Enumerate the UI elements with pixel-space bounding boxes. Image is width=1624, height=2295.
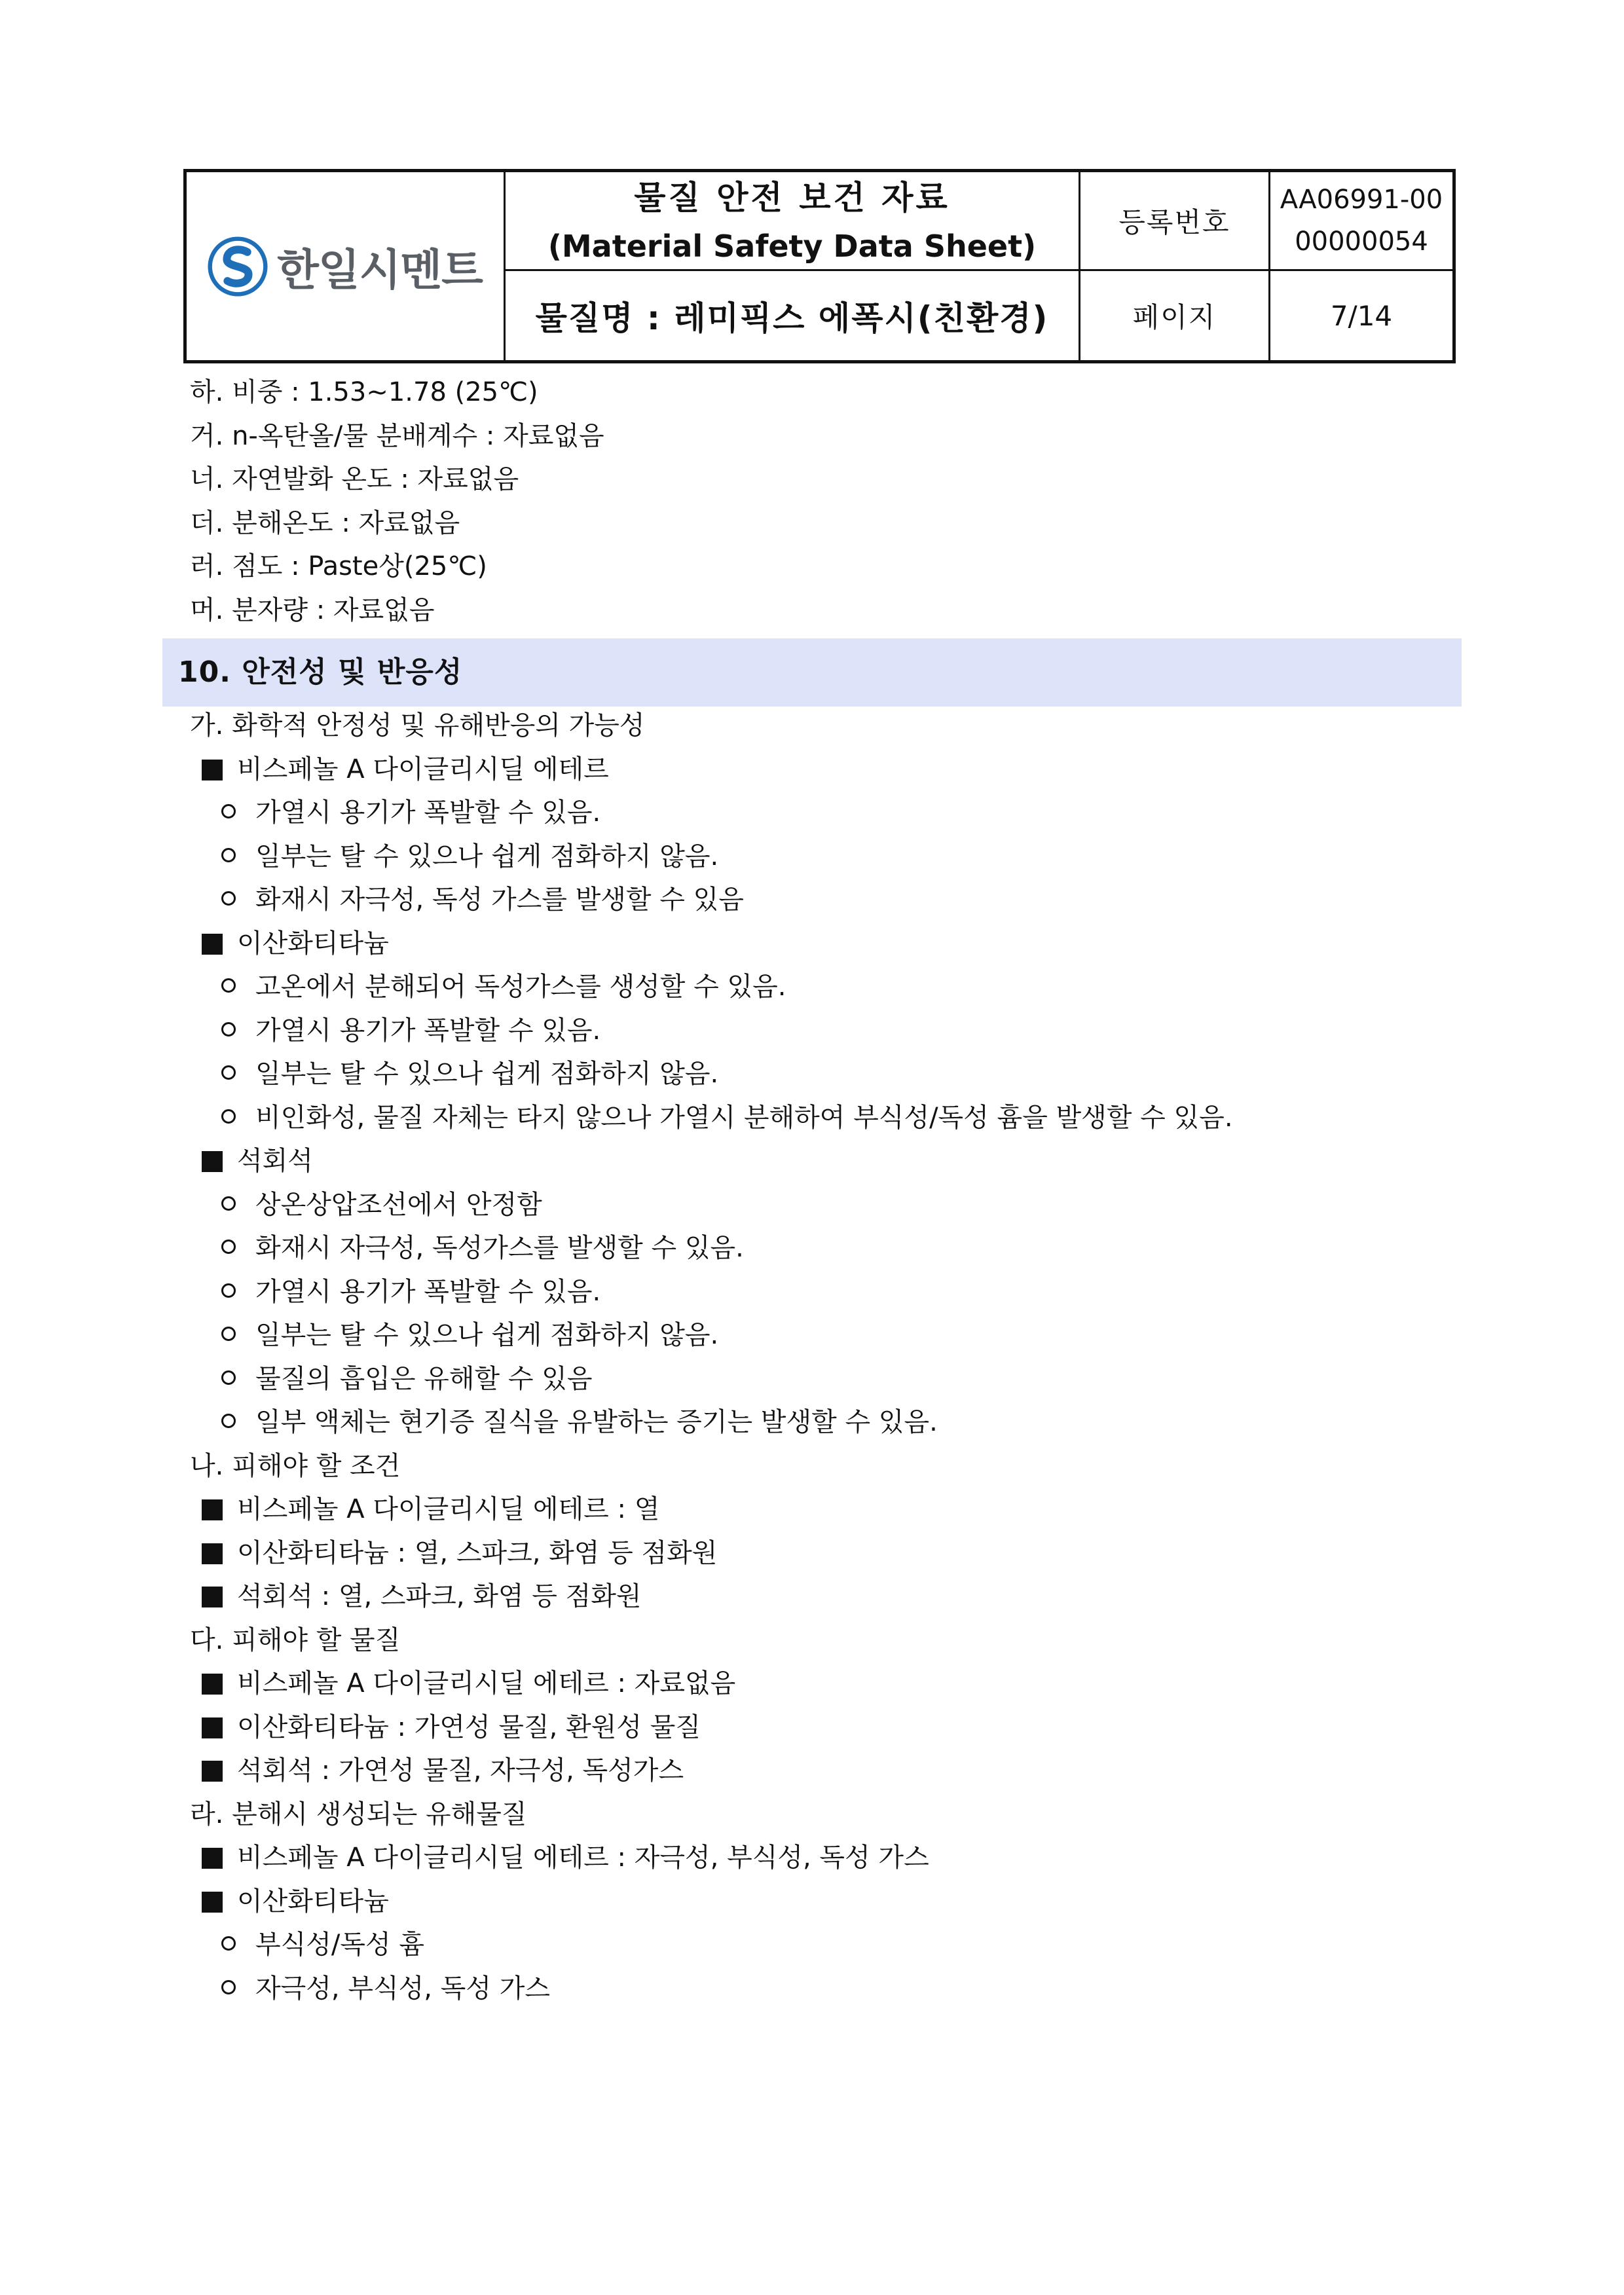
substance-item: [0, 922, 1624, 966]
line-text: 가열시 용기가 폭발할 수 있음.: [255, 1015, 601, 1046]
line-text: 가열시 용기가 폭발할 수 있음.: [255, 798, 601, 828]
registration-label-cell: [1080, 171, 1270, 270]
product-name: 물질명 : 레미픽스 에폭시(친환경): [535, 299, 1049, 337]
substance-item: [0, 1532, 1624, 1575]
list-item: [0, 965, 1624, 1009]
line-text: 가열시 용기가 폭발할 수 있음.: [255, 1276, 601, 1307]
list-item: [0, 791, 1624, 835]
line-text: 석회석 : 열, 스파크, 화염 등 점화원: [237, 1581, 642, 1611]
property-line: 더. 분해온도 : 자료없음: [190, 507, 460, 538]
circle-bullet-icon: [221, 1022, 236, 1037]
list-item: [0, 1183, 1624, 1227]
line-text: 비스페놀 A 다이글리시딜 에테르 : 열: [237, 1494, 660, 1524]
square-bullet-icon: [202, 1499, 223, 1520]
list-item: [0, 1052, 1624, 1096]
line-text: 비스페놀 A 다이글리시딜 에테르: [237, 754, 609, 784]
circle-bullet-icon: [221, 1980, 236, 1994]
substance-item: [0, 1139, 1624, 1183]
line-text: 비스페놀 A 다이글리시딜 에테르 : 자료없음: [237, 1668, 736, 1698]
line-text: 석회석: [237, 1146, 313, 1176]
circle-bullet-icon: [221, 1239, 236, 1254]
property-line: 러. 점도 : Paste상(25℃): [190, 551, 487, 581]
registration-label: 등록번호: [1118, 206, 1230, 238]
msds-header-table: [183, 169, 1456, 363]
line-text: 라. 분해시 생성되는 유해물질: [190, 1799, 527, 1829]
line-text: 자극성, 부식성, 독성 가스: [255, 1973, 550, 2004]
substance-item: [0, 1662, 1624, 1706]
substance-item: [0, 1836, 1624, 1880]
circle-bullet-icon: [221, 1283, 236, 1298]
square-bullet-icon: [202, 1587, 223, 1607]
line-text: 상온상압조선에서 안정함: [255, 1189, 542, 1220]
property-line: 머. 분자량 : 자료없음: [190, 595, 435, 625]
list-item: [0, 1270, 1624, 1314]
document-title-cell: [505, 171, 1080, 270]
list-item: [0, 1967, 1624, 2011]
line-text: 비스페놀 A 다이글리시딜 에테르 : 자극성, 부식성, 독성 가스: [237, 1843, 929, 1873]
registration-number-cell: [1270, 171, 1454, 270]
page-label-cell: [1080, 270, 1270, 362]
company-logo-icon: [208, 236, 268, 297]
square-bullet-icon: [202, 1892, 223, 1913]
section-header-stability-reactivity: [162, 638, 1462, 707]
substance-item: [0, 1749, 1624, 1793]
subsection-heading: [0, 1619, 1624, 1662]
list-item: [0, 1096, 1624, 1140]
subsection-heading: [0, 1793, 1624, 1837]
circle-bullet-icon: [221, 1414, 236, 1428]
circle-bullet-icon: [221, 1109, 236, 1124]
circle-bullet-icon: [221, 978, 236, 993]
substance-item: [0, 1706, 1624, 1750]
circle-bullet-icon: [221, 1936, 236, 1951]
product-name-cell: [505, 270, 1080, 362]
company-logo: [187, 235, 504, 297]
company-logo-cell: [185, 171, 505, 362]
registration-number-line1: AA06991-00: [1280, 185, 1443, 215]
line-text: 고온에서 분해되어 독성가스를 생성할 수 있음.: [255, 972, 786, 1002]
square-bullet-icon: [202, 760, 223, 780]
list-item: [0, 1226, 1624, 1270]
list-item: [0, 1313, 1624, 1357]
circle-bullet-icon: [221, 891, 236, 906]
list-item: [0, 835, 1624, 879]
document-title-ko: 물질 안전 보건 자료: [634, 179, 950, 217]
square-bullet-icon: [202, 1543, 223, 1564]
circle-bullet-icon: [221, 804, 236, 818]
square-bullet-icon: [202, 1761, 223, 1782]
page-number-cell: [1270, 270, 1454, 362]
circle-bullet-icon: [221, 1196, 236, 1211]
section-title: 10. 안전성 및 반응성: [178, 655, 463, 689]
list-item: [0, 1009, 1624, 1053]
line-text: 나. 피해야 할 조건: [190, 1450, 401, 1481]
line-text: 이산화티타늄: [237, 928, 389, 959]
line-text: 일부 액체는 현기증 질식을 유발하는 증기는 발생할 수 있음.: [255, 1407, 938, 1437]
line-text: 다. 피해야 할 물질: [190, 1625, 401, 1655]
line-text: 가. 화학적 안정성 및 유해반응의 가능성: [190, 710, 645, 741]
line-text: 이산화티타늄 : 가연성 물질, 환원성 물질: [237, 1712, 701, 1742]
line-text: 화재시 자극성, 독성가스를 발생할 수 있음.: [255, 1233, 744, 1263]
circle-bullet-icon: [221, 848, 236, 862]
square-bullet-icon: [202, 1151, 223, 1172]
line-text: 화재시 자극성, 독성 가스를 발생할 수 있음: [255, 885, 744, 915]
line-text: 이산화티타늄: [237, 1886, 389, 1917]
line-text: 일부는 탈 수 있으나 쉽게 점화하지 않음.: [255, 1320, 719, 1350]
property-line: 거. n-옥탄올/물 분배계수 : 자료없음: [190, 420, 604, 451]
substance-item: [0, 748, 1624, 792]
substance-item: [0, 1880, 1624, 1924]
line-text: 부식성/독성 흄: [255, 1930, 425, 1960]
circle-bullet-icon: [221, 1065, 236, 1080]
line-text: 석회석 : 가연성 물질, 자극성, 독성가스: [237, 1755, 684, 1786]
property-line: 하. 비중 : 1.53~1.78 (25℃): [190, 377, 538, 407]
list-item: [0, 1923, 1624, 1967]
property-line: 너. 자연발화 온도 : 자료없음: [190, 464, 519, 494]
registration-number-line2: 00000054: [1295, 227, 1428, 257]
company-name: 한일시멘트: [277, 245, 483, 295]
square-bullet-icon: [202, 934, 223, 955]
line-text: 비인화성, 물질 자체는 타지 않으나 가열시 분해하여 부식성/독성 흄을 발생할 수 있음.: [255, 1102, 1233, 1133]
list-item: [0, 1401, 1624, 1444]
subsection-heading: [0, 704, 1624, 748]
substance-item: [0, 1575, 1624, 1619]
line-text: 물질의 흡입은 유해할 수 있음: [255, 1363, 593, 1394]
line-text: 일부는 탈 수 있으나 쉽게 점화하지 않음.: [255, 1059, 719, 1089]
list-item: [0, 878, 1624, 922]
subsection-heading: [0, 1444, 1624, 1488]
circle-bullet-icon: [221, 1370, 236, 1385]
line-text: 이산화티타늄 : 열, 스파크, 화염 등 점화원: [237, 1537, 718, 1568]
section-content: [0, 704, 1624, 2010]
page-number: 7/14: [1330, 299, 1393, 332]
list-item: [0, 1357, 1624, 1401]
page-label: 페이지: [1132, 301, 1217, 333]
line-text: 일부는 탈 수 있으나 쉽게 점화하지 않음.: [255, 841, 719, 872]
square-bullet-icon: [202, 1717, 223, 1738]
square-bullet-icon: [202, 1848, 223, 1869]
document-body: [0, 371, 1624, 2010]
circle-bullet-icon: [221, 1327, 236, 1341]
substance-item: [0, 1488, 1624, 1532]
document-title-en: (Material Safety Data Sheet): [547, 229, 1037, 264]
square-bullet-icon: [202, 1674, 223, 1695]
